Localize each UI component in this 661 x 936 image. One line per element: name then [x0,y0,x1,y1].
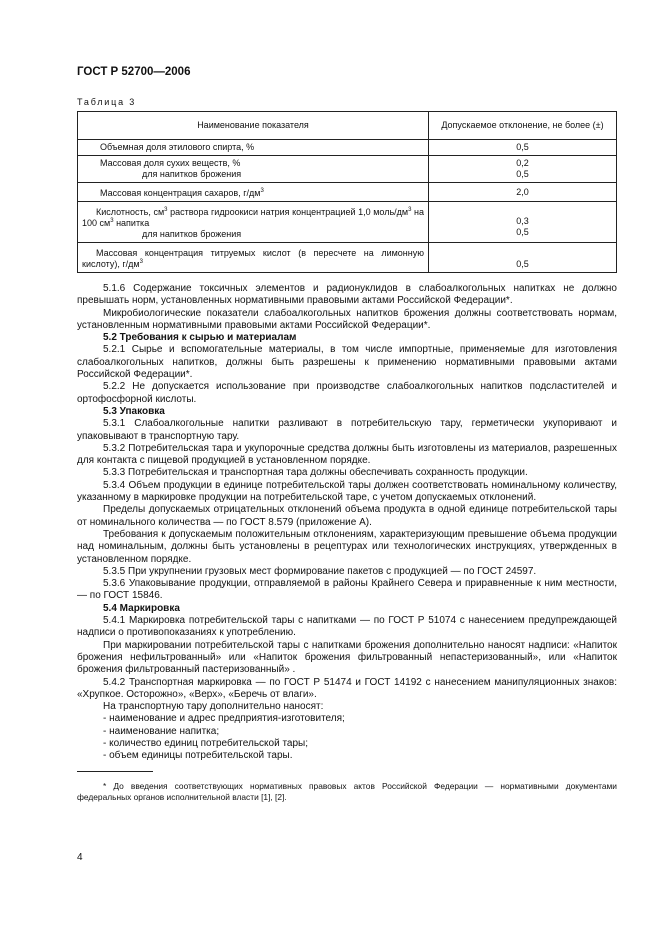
table-cell: 0,3 0,5 [429,202,617,243]
column-header-name: Наименование показателя [78,112,429,140]
footnote: * До введения соответствующих нормативных правовых актов Российской Федерации — нормативными документами федеральных органов исполнительной власти [1], [2]. [77,780,617,802]
paragraph: 5.3.2 Потребительская тара и укупорочные средства должны быть изготовлены из материалов, разрешенных для контакта с пищевой продукцией в установленном порядке. [77,442,617,467]
paragraph: 5.3.6 Упаковывание продукции, отправляемой в районы Крайнего Севера и приравненные к ним местности, — по ГОСТ 15846. [77,578,617,602]
list-item: - количество единиц потребительской тары; [103,737,308,749]
paragraph: 5.1.6 Содержание токсичных элементов и радионуклидов в слабоалкогольных напитках не должно превышать норм, установленных нормативными правовыми актами Российской Федерации*. [77,283,617,307]
table-header-row [78,112,617,140]
marking-list [77,713,617,762]
table-cell: 2,0 [429,183,617,202]
paragraph: Пределы допускаемых отрицательных отклонений объема продукта в одной единице потребительской тары от номинального количества — по ГОСТ 8.579 (приложение А). [77,504,617,528]
footnote-divider [77,771,153,772]
paragraph: Микробиологические показатели слабоалкогольных напитков брожения должны соответствовать нормам, установленным нормативными правовыми актами Российской Федерации*. [77,307,617,331]
list-item: - объем единицы потребительской тары. [103,750,293,762]
table-cell: 0,2 0,5 [429,156,617,183]
page-number: 4 [77,852,83,863]
document-page [77,66,617,803]
list-item: - наименование напитка; [103,725,220,737]
deviation-table [77,111,617,273]
table-row [78,243,617,273]
table-cell: 0,5 [429,140,617,156]
list-item: - наименование и адрес предприятия-изготовителя; [103,713,345,725]
table-cell: 0,5 [429,243,617,273]
section-heading: 5.4 Маркировка [103,602,180,614]
paragraph: 5.3.3 Потребительская и транспортная тара должны обеспечивать сохранность продукции. [103,467,528,479]
paragraph: 5.2.1 Сырье и вспомогательные материалы, в том числе импортные, применяемые для изготовления слабоалкогольных напитков, должны быть разрешены к применению нормативными правовыми актами Российской Федерации*. [77,344,617,381]
paragraph: При маркировании потребительской тары с напитками брожения дополнительно наносят надписи: «Напиток брожения нефильтрованный» или «Напиток брожения фильтрованный непастеризованный», или «Напиток брожения фильтрованный пастеризованный» . [77,639,617,676]
document-header: ГОСТ Р 52700—2006 [77,66,191,78]
paragraph: 5.3.5 При укрупнении грузовых мест формирование пакетов с продукцией — по ГОСТ 24597. [103,565,537,577]
body-text [77,283,617,763]
paragraph: 5.4.2 Транспортная маркировка — по ГОСТ Р 51474 и ГОСТ 14192 с нанесением манипуляционных знаков: «Хрупкое. Осторожно», «Верх», «Беречь от влаги». [77,676,617,700]
paragraph: 5.3.1 Слабоалкогольные напитки разливают в потребительскую тару, герметически укупоривают и упаковывают в транспортную тару. [77,418,617,442]
table-cell: Объемная доля этилового спирта, % [78,140,429,156]
paragraph: На транспортную тару дополнительно наносят: [103,701,324,713]
paragraph: 5.2.2 Не допускается использование при производстве слабоалкогольных напитков подсластителей и ортофосфорной кислоты. [77,381,617,405]
section-heading: 5.3 Упаковка [103,405,165,417]
column-header-deviation: Допускаемое отклонение, не более (±) [429,112,617,140]
paragraph: 5.3.4 Объем продукции в единице потребительской тары должен соответствовать номинальному количеству, указанному в маркировке продукции на потребительской таре, с учетом допускаемых отклонений. [77,479,617,504]
table-row [78,202,617,243]
paragraph: Требования к допускаемым положительным отклонениям, характеризующим превышение объема продукции над номинальным, должны быть установлены в рецептурах или технологических инструкциях, утвержденных в установленном порядке. [77,528,617,565]
paragraph: 5.4.1 Маркировка потребительской тары с напитками — по ГОСТ Р 51074 с нанесением предупреждающей надписи о противопоказаниях к употреблению. [77,615,617,639]
table-row [78,183,617,202]
section-heading: 5.2 Требования к сырью и материалам [103,332,297,344]
table-cell: Кислотность, $см^3$ раствора гидроокиси натрия концентрацией 1,0 моль/$дм^3$ на 100 $см^3$ напитка для напитков брожения [78,202,429,243]
table-cell: Массовая доля сухих веществ, % для напитков брожения [78,156,429,183]
table-caption: Таблица 3 [77,97,136,107]
table-cell: Массовая концентрация сахаров, $г/дм^3$ [78,183,429,202]
table-cell: Массовая концентрация титруемых кислот (в пересчете на лимонную кислоту), $г/дм^3$ [78,243,429,273]
table-row [78,156,617,183]
table-row [78,140,617,156]
